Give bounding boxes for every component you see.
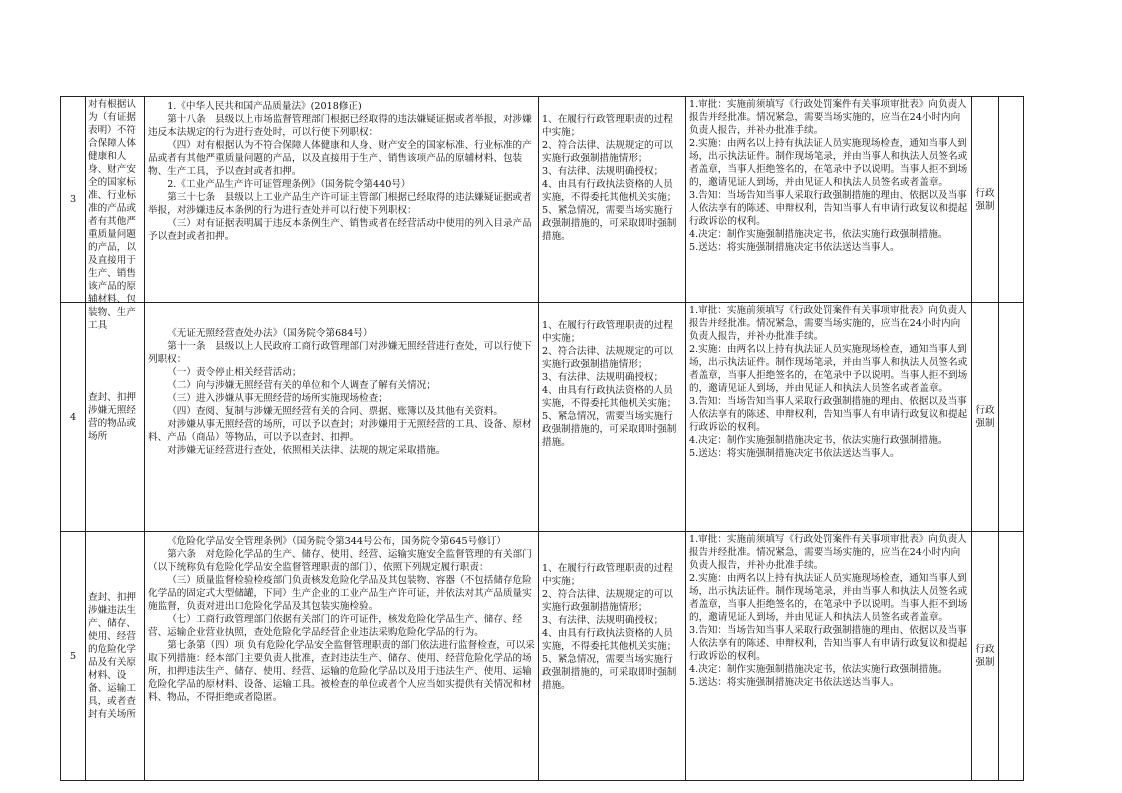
legal-basis-paragraph: 对涉嫌从事无照经营的场所，可以予以查封；对涉嫌用于无照经营的工具、设备、原材料、产品（商品）等物品，可以予以查封、扣押。 xyxy=(148,419,532,443)
blank-cell xyxy=(999,532,1024,781)
blank-cell xyxy=(999,97,1024,303)
legal-basis-paragraph: 对涉嫌无证经营进行查处，依照相关法律、法规的规定采取措施。 xyxy=(167,445,446,456)
legal-basis-paragraph: （七）工商行政管理部门依据有关部门的许可证件，核发危险化学品生产、储存、经营、运输企业营业执照，查处危险化学品经营企业违法采购危险化学品的行为。 xyxy=(148,614,523,638)
legal-basis-paragraph: （四）对有根据认为不符合保障人体健康和人身、财产安全的国家标准、行业标准的产品或者有其他严重质量问题的产品，以及直接用于生产、销售该项产品的原辅材料、包装物、生产工具，予以查封或者扣押。 xyxy=(148,140,532,177)
legal-basis xyxy=(145,532,539,781)
legal-basis-paragraph: （一）责令停止相关经营活动； xyxy=(167,367,302,378)
enforcement-type: 行政强制 xyxy=(972,532,999,781)
legal-basis-paragraph: （二）向与涉嫌无照经营有关的单位和个人调查了解有关情况； xyxy=(167,380,436,391)
legal-basis-paragraph: （四）查阅、复制与涉嫌无照经营有关的合同、票据、账簿以及其他有关资料。 xyxy=(167,406,503,417)
row-number: 4 xyxy=(61,303,86,532)
procedure: 1.审批：实施前须填写《行政处罚案件有关事项审批表》向负责人报告并经批准。情况紧急，需要当场实施的，应当在24小时内向负责人报告，并补办批准手续。 2.实施：由两名以上持有执法证人员实施现场检查，通知当事人到场，出示执法证件。制作现场笔录，并由当事人和执法人员签名或者盖章，当事人拒绝签名的，在笔录中予以说明。当事人拒不到场的，邀请见证人到场，并由见证人和执法人员签名或者盖章。 3.告知：当场告知当事人采取行政强制措施的理由、依据以及当事人依法享有的陈述、申辩权利，告知当事人有申请行政复议和提起行政诉讼的权利。 4.决定：制作实施强制措施决定书，依法实施行政强制措施。 5.送达：将实施强制措施决定书依法送达当事人。 xyxy=(686,532,972,781)
legal-basis-paragraph: 《危险化学品安全管理条例》（国务院令第344号公布，国务院令第645号修订） xyxy=(167,536,507,547)
legal-basis-paragraph: 1.《中华人民共和国产品质量法》(2018修正) xyxy=(167,101,362,112)
legal-basis-paragraph: 第十八条 县级以上市场监督管理部门根据已经取得的违法嫌疑证据或者举报，对涉嫌违反本法规定的行为进行查处时，可以行使下列职权： xyxy=(148,114,532,138)
item-name xyxy=(86,303,145,532)
legal-basis xyxy=(145,303,539,532)
legal-basis-paragraph: 2.《工业产品生产许可证管理条例》（国务院令第440号） xyxy=(167,179,411,190)
conditions: 1、在履行行政管理职责的过程中实施； 2、符合法律、法规规定的可以实施行政强制措施情形； 3、有法律、法规明确授权； 4、由具有行政执法资格的人员实施，不得委托其他机关实施； 5、紧急情况，需要当场实施行政强制措施的，可采取即时强制措施。 xyxy=(539,532,686,781)
item-name xyxy=(86,532,145,781)
procedure: 1.审批：实施前须填写《行政处罚案件有关事项审批表》向负责人报告并经批准。情况紧急，需要当场实施的，应当在24小时内向负责人报告，并补办批准手续。 2.实施：由两名以上持有执法证人员实施现场检查，通知当事人到场，出示执法证件。制作现场笔录，并由当事人和执法人员签名或者盖章，当事人拒绝签名的，在笔录中予以说明。当事人拒不到场的，邀请见证人到场，并由见证人和执法人员签名或者盖章。 3.告知：当场告知当事人采取行政强制措施的理由、依据以及当事人依法享有的陈述、申辩权利，告知当事人有申请行政复议和提起行政诉讼的权利。 4.决定：制作实施强制措施决定书，依法实施行政强制措施。 5.送达：将实施强制措施决定书依法送达当事人。 xyxy=(686,97,972,303)
conditions: 1、在履行行政管理职责的过程中实施； 2、符合法律、法规规定的可以实施行政强制措施情形； 3、有法律、法规明确授权； 4、由具有行政执法资格的人员实施，不得委托其他机关实施； 5、紧急情况，需要当场实施行政强制措施的，可采取即时强制措施。 xyxy=(539,303,686,532)
enforcement-type: 行政强制 xyxy=(972,303,999,532)
legal-basis-paragraph: （三）对有证据表明属于违反本条例生产、销售或者在经营活动中使用的列入目录产品予以查封或者扣押。 xyxy=(148,218,532,242)
item-name-text: 对有根据认为（有证据表明）不符合保障人体健康和人身、财产安全的国家标准、行业标准的产品或者有其他严重质量问题的产品，以及直接用于生产、销售该产品的原辅材料、包装物、生产工具 xyxy=(88,99,136,331)
table-row xyxy=(61,303,1024,532)
enforcement-table xyxy=(60,96,1024,781)
row-number: 3 xyxy=(61,97,86,303)
legal-basis-paragraph: 第七条第（四）项 负有危险化学品安全监督管理职责的部门依法进行监督检查，可以采取下列措施：经本部门主要负责人批准，查封违法生产、储存、使用、经营危险化学品的场所，扣押违法生产、储存、使用、经营、运输的危险化学品以及用于违法生产、使用、运输危险化学品的原材料、设备、运输工具。被检查的单位或者个人应当如实提供有关情况和材料、物品，不得拒绝或者隐匿。 xyxy=(148,640,535,703)
legal-basis-paragraph: （三）质量监督检验检疫部门负责核发危险化学品及其包装物、容器（不包括储存危险化学品的固定式大型储罐，下同）生产企业的工业产品生产许可证，并依法对其产品质量实施监督，负责对进出口危险化学品及其包装实施检验。 xyxy=(148,575,532,612)
enforcement-type: 行政强制 xyxy=(972,97,999,303)
table-row xyxy=(61,532,1024,781)
item-name-text: 查封、扣押涉嫌无照经营的物品或场所 xyxy=(88,392,136,442)
blank-cell xyxy=(999,303,1024,532)
legal-basis-paragraph: 第六条 对危险化学品的生产、储存、使用、经营、运输实施安全监督管理的有关部门（以下统称负有危险化学品安全监督管理职责的部门），依照下列规定履行职责： xyxy=(148,549,532,573)
legal-basis-paragraph: 《无证无照经营查处办法》（国务院令第684号） xyxy=(167,328,373,339)
table-row xyxy=(61,97,1024,303)
item-name-text: 查封、扣押涉嫌违法生产、储存、使用、经营的危险化学品及有关原材料、设备、运输工具，或者查封有关场所 xyxy=(88,592,136,720)
procedure: 1.审批：实施前须填写《行政处罚案件有关事项审批表》向负责人报告并经批准。情况紧急，需要当场实施的，应当在24小时内向负责人报告，并补办批准手续。 2.实施：由两名以上持有执法证人员实施现场检查，通知当事人到场，出示执法证件。制作现场笔录，并由当事人和执法人员签名或者盖章，当事人拒绝签名的，在笔录中予以说明。当事人拒不到场的，邀请见证人到场，并由见证人和执法人员签名或者盖章。 3.告知：当场告知当事人采取行政强制措施的理由、依据以及当事人依法享有的陈述、申辩权利，告知当事人有申请行政复议和提起行政诉讼的权利。 4.决定：制作实施强制措施决定书，依法实施行政强制措施。 5.送达：将实施强制措施决定书依法送达当事人。 xyxy=(686,303,972,532)
legal-basis-paragraph: 第三十七条 县级以上工业产品生产许可证主管部门根据已经取得的违法嫌疑证据或者举报，对涉嫌违反本条例的行为进行查处并可以行使下列职权： xyxy=(148,192,532,216)
legal-basis xyxy=(145,97,539,303)
row-number: 5 xyxy=(61,532,86,781)
legal-basis-paragraph: 第十一条 县级以上人民政府工商行政管理部门对涉嫌无照经营进行查处，可以行使下列职权： xyxy=(148,341,532,365)
conditions: 1、在履行行政管理职责的过程中实施； 2、符合法律、法规规定的可以实施行政强制措施情形； 3、有法律、法规明确授权； 4、由具有行政执法资格的人员实施，不得委托其他机关实施； 5、紧急情况，需要当场实施行政强制措施的，可采取即时强制措施。 xyxy=(539,97,686,303)
legal-basis-paragraph: （三）进入涉嫌从事无照经营的场所实施现场检查； xyxy=(167,393,388,404)
item-name xyxy=(86,97,145,331)
